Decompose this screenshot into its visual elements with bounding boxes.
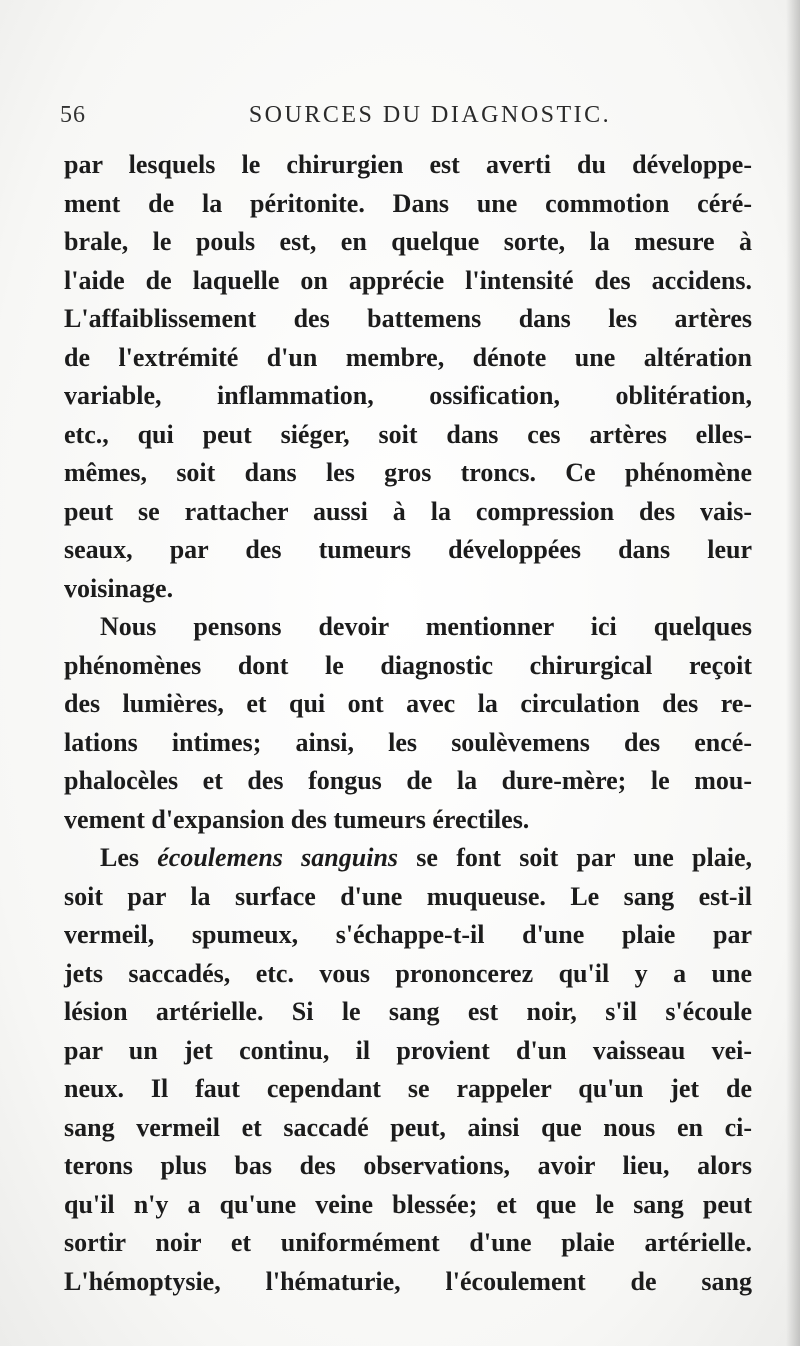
paragraph-end-line: voisinage. — [64, 573, 174, 603]
text-line: L'affaiblissement des battemens dans les artères — [64, 304, 752, 333]
text-segment: Les — [100, 843, 158, 872]
text-line: soit par la surface d'une muqueuse. Le sang est-il — [64, 881, 752, 911]
text-line: de l'extrémité d'un membre, dénote une altération — [64, 342, 752, 372]
text-line: mêmes, soit dans les gros troncs. Ce phénomène — [64, 458, 752, 487]
body-text — [64, 146, 752, 1301]
text-line: neux. Il faut cependant se rappeler qu'un jet de — [64, 1074, 752, 1103]
text-line: terons plus bas des observations, avoir lieu, alors — [64, 1151, 752, 1180]
page-header — [60, 100, 740, 140]
text-line: vermeil, spumeux, s'échappe-t-il d'une plaie par — [64, 920, 752, 949]
text-line: sortir noir et uniformément d'une plaie artérielle. — [64, 1228, 752, 1257]
text-line: jets saccadés, etc. vous prononcerez qu'il y a une — [64, 958, 752, 988]
running-title: SOURCES DU DIAGNOSTIC. — [248, 102, 612, 128]
text-line: lations intimes; ainsi, les soulèvemens des encé- — [64, 727, 752, 757]
text-line: ment de la péritonite. Dans une commotion céré- — [64, 188, 752, 218]
text-line: l'aide de laquelle on apprécie l'intensité des accidens. — [64, 265, 752, 295]
text-line: L'hémoptysie, l'hématurie, l'écoulement de sang — [64, 1266, 752, 1296]
text-line: etc., qui peut siéger, soit dans ces artères elles- — [64, 419, 752, 449]
italic-term: écoulemens sanguins — [157, 843, 399, 872]
text-line: par un jet continu, il provient d'un vaisseau vei- — [64, 1035, 752, 1065]
page-number: 56 — [60, 102, 86, 128]
text-line: variable, inflammation, ossification, oblitération, — [64, 381, 752, 410]
paragraph-start-line: Nous pensons devoir mentionner ici quelques — [100, 612, 752, 641]
text-segment: se font soit par une plaie, — [398, 843, 752, 872]
paragraph-start-line — [64, 839, 752, 878]
text-line: phalocèles et des fongus de la dure-mère; le mou- — [64, 766, 752, 795]
paragraph-end-line: vement d'expansion des tumeurs érectiles. — [64, 804, 530, 834]
text-line: peut se rattacher aussi à la compression des vais- — [64, 496, 752, 526]
text-line: des lumières, et qui ont avec la circulation des re- — [64, 689, 752, 718]
text-line: qu'il n'y a qu'une veine blessée; et que le sang peut — [64, 1189, 752, 1219]
text-line: brale, le pouls est, en quelque sorte, la mesure à — [64, 227, 752, 256]
text-line: sang vermeil et saccadé peut, ainsi que nous en ci- — [64, 1112, 752, 1142]
text-line: par lesquels le chirurgien est averti du développe- — [64, 150, 752, 179]
text-line: lésion artérielle. Si le sang est noir, s'il s'écoule — [64, 997, 752, 1026]
text-line: phénomènes dont le diagnostic chirurgical reçoit — [64, 650, 752, 680]
text-line: seaux, par des tumeurs développées dans leur — [64, 535, 752, 564]
page-edge-shadow — [786, 0, 800, 1346]
